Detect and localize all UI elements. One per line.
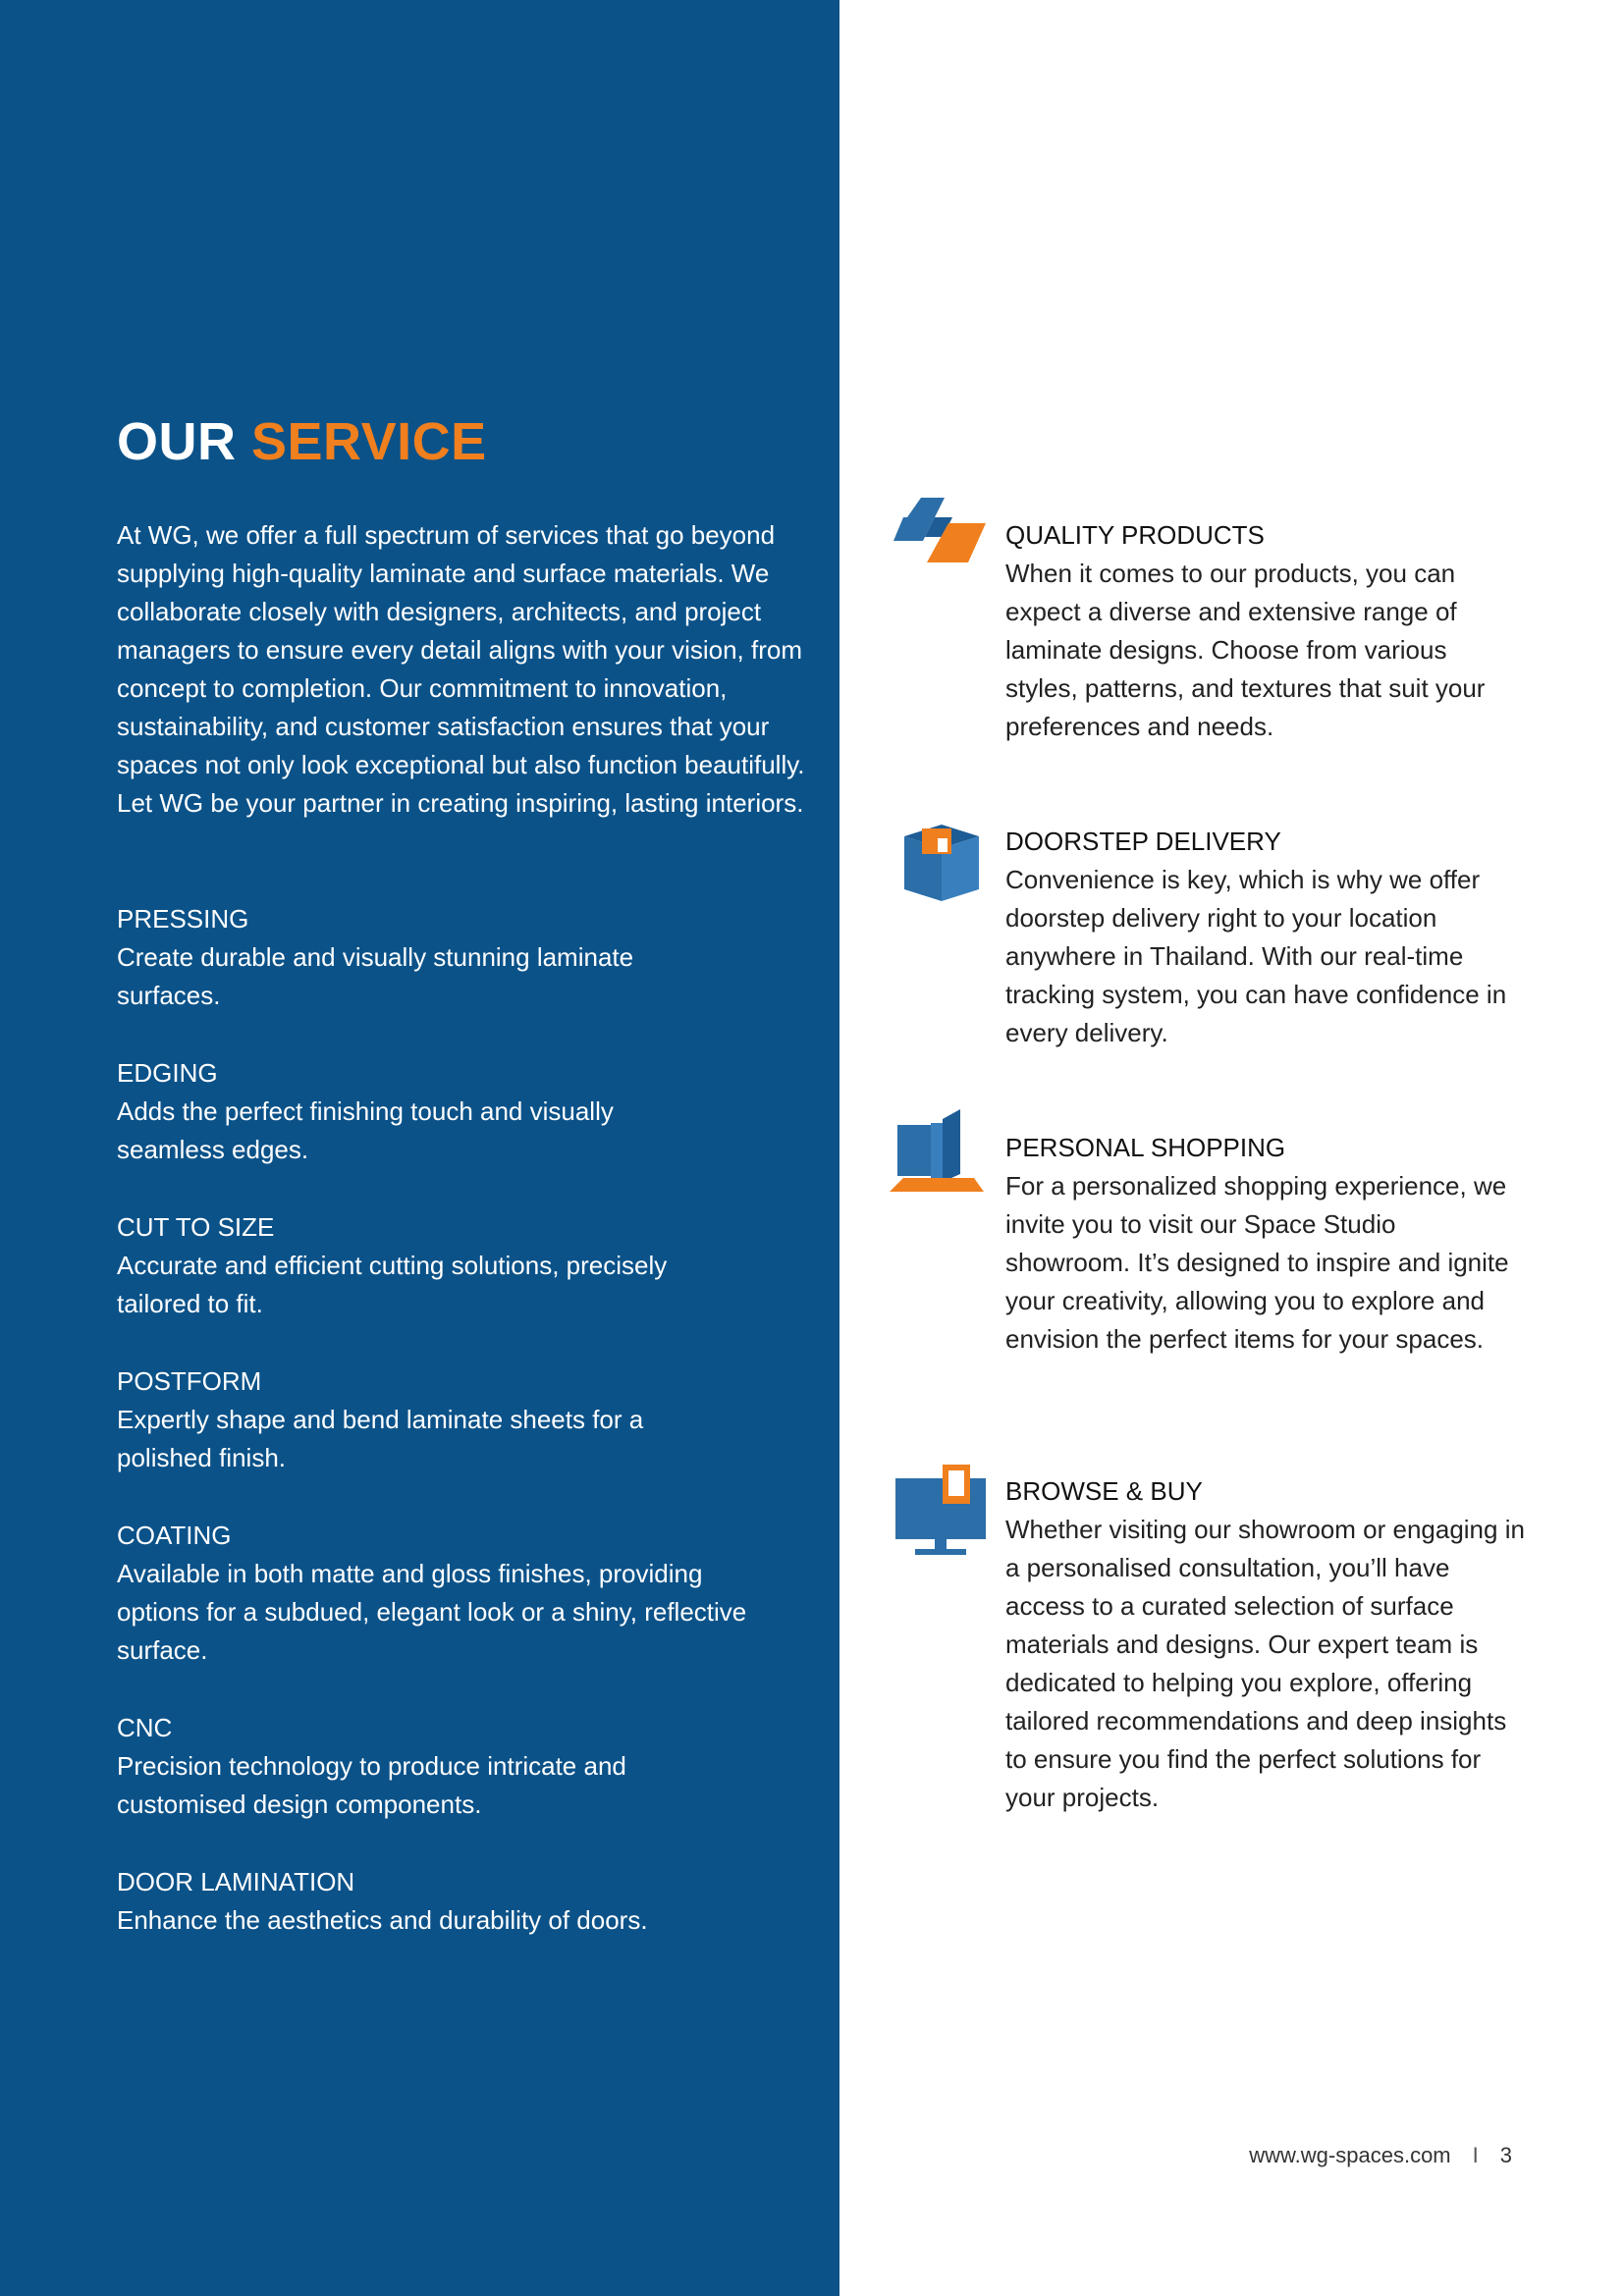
service-coating bbox=[117, 1517, 804, 1670]
laminate-sheets-icon bbox=[893, 496, 988, 564]
feature-browse-and-buy bbox=[1005, 1472, 1526, 1817]
delivery-box-icon bbox=[898, 823, 985, 903]
service-postform bbox=[117, 1362, 804, 1477]
monitor-icon bbox=[895, 1465, 986, 1555]
service-title: DOOR LAMINATION bbox=[117, 1867, 355, 1896]
page-number: 3 bbox=[1499, 2143, 1512, 2167]
feature-description: For a personalized shopping experience, we invite you to visit our Space Studio showroom. It’s designed to inspire and ignite your creativity, allowing you to explore and envision the perfect items for your spaces. bbox=[1005, 1171, 1509, 1354]
service-title: PRESSING bbox=[117, 904, 249, 934]
title-part-2: SERVICE bbox=[251, 412, 487, 471]
service-description: Create durable and visually stunning laminate surfaces. bbox=[117, 942, 634, 1010]
feature-title: QUALITY PRODUCTS bbox=[1005, 520, 1265, 550]
feature-personal-shopping bbox=[1005, 1129, 1526, 1359]
feature-title: DOORSTEP DELIVERY bbox=[1005, 827, 1281, 856]
service-description: Accurate and efficient cutting solutions, precisely tailored to fit. bbox=[117, 1251, 668, 1318]
feature-title: PERSONAL SHOPPING bbox=[1005, 1133, 1286, 1162]
feature-description: When it comes to our products, you can expect a diverse and extensive range of laminate designs. Choose from various styles, patterns, and textures that suit your preferences and needs. bbox=[1005, 559, 1486, 741]
service-cut-to-size bbox=[117, 1208, 804, 1323]
service-cnc bbox=[117, 1709, 804, 1824]
feature-doorstep-delivery bbox=[1005, 823, 1526, 1052]
feature-description: Whether visiting our showroom or engaging in a personalised consultation, you’ll have access to a curated selection of surface materials and designs. Our expert team is dedicated to helping you explore, offering tailored recommendations and deep insights to ensure you find the perfect solutions for your projects. bbox=[1005, 1515, 1525, 1812]
page-footer bbox=[1159, 2143, 1512, 2168]
intro-paragraph: At WG, we offer a full spectrum of services that go beyond supplying high-quality laminate and surface materials. We collaborate closely with designers, architects, and project managers to ensure every detail aligns with your vision, from concept to completion. Our commitment to innovation, sustainability, and customer satisfaction ensures that your spaces not only look exceptional but also function beautifully. Let WG be your partner in creating inspiring, lasting interiors. bbox=[117, 520, 805, 818]
feature-quality-products bbox=[1005, 516, 1526, 746]
feature-description: Convenience is key, which is why we offer doorstep delivery right to your location anywhere in Thailand. With our real-time tracking system, you can have confidence in every delivery. bbox=[1005, 865, 1507, 1047]
service-title: COATING bbox=[117, 1521, 232, 1550]
page-title bbox=[117, 412, 487, 471]
service-title: CNC bbox=[117, 1713, 173, 1742]
title-part-1: OUR bbox=[117, 412, 237, 471]
service-description: Adds the perfect finishing touch and visually seamless edges. bbox=[117, 1096, 614, 1164]
service-title: CUT TO SIZE bbox=[117, 1212, 275, 1242]
service-description: Enhance the aesthetics and durability of doors. bbox=[117, 1905, 648, 1935]
service-pressing bbox=[117, 900, 804, 1015]
service-description: Available in both matte and gloss finishes, providing options for a subdued, elegant look or a shiny, reflective surface. bbox=[117, 1559, 747, 1665]
service-title: POSTFORM bbox=[117, 1366, 262, 1396]
service-door-lamination bbox=[117, 1863, 804, 1940]
feature-title: BROWSE & BUY bbox=[1005, 1476, 1203, 1506]
website-url[interactable]: www.wg-spaces.com bbox=[1249, 2143, 1451, 2167]
service-description: Precision technology to produce intricate and customised design components. bbox=[117, 1751, 626, 1819]
showroom-panels-icon bbox=[890, 1109, 984, 1192]
service-description: Expertly shape and bend laminate sheets for a polished finish. bbox=[117, 1405, 644, 1472]
service-edging bbox=[117, 1054, 804, 1169]
service-title: EDGING bbox=[117, 1058, 218, 1088]
footer-separator: I bbox=[1472, 2143, 1479, 2167]
